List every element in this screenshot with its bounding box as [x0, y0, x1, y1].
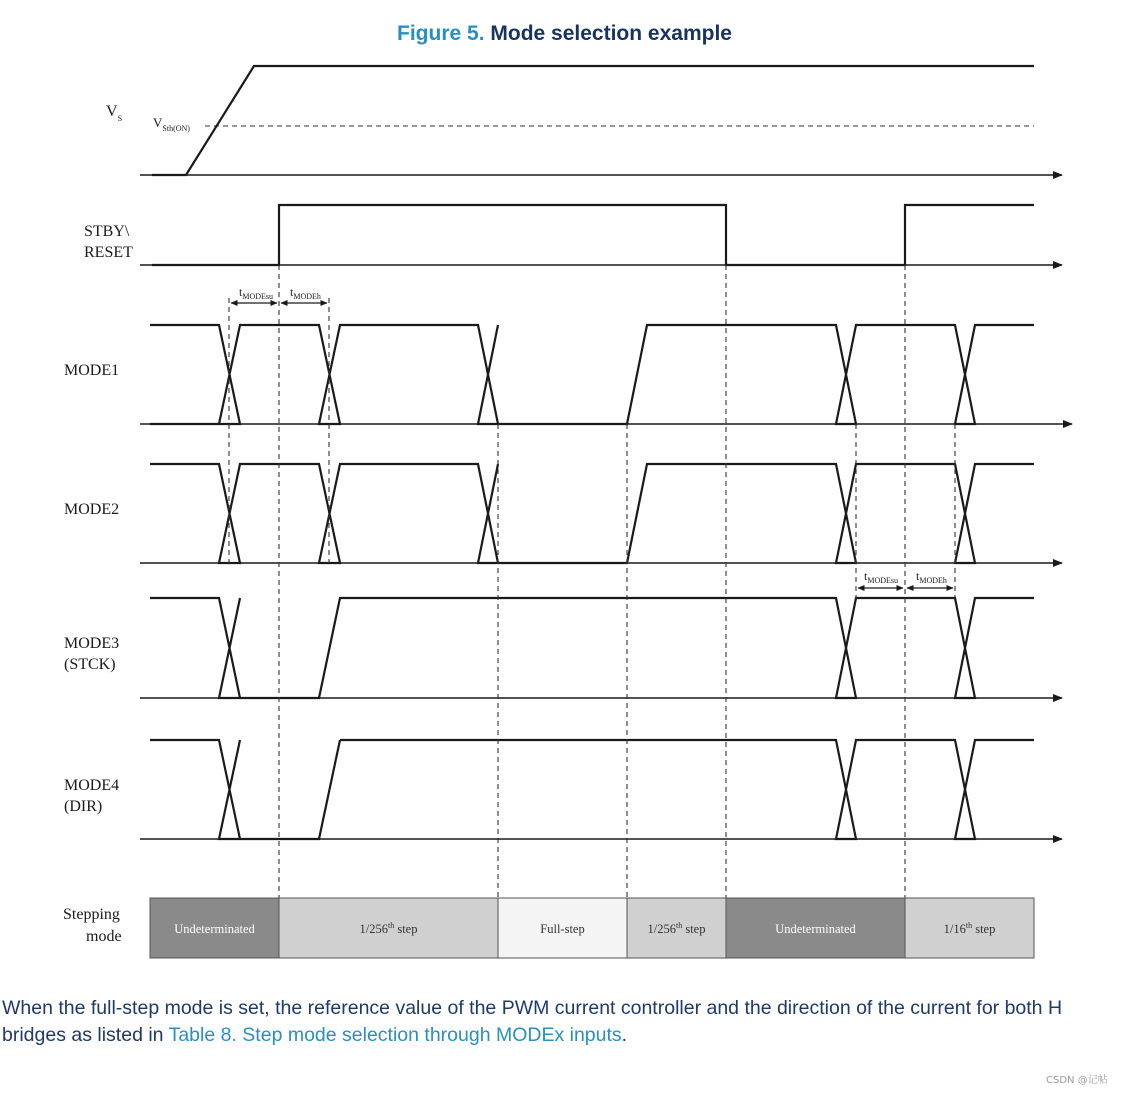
mode1-waveform	[150, 325, 1034, 424]
mode4-waveform	[150, 740, 1034, 839]
stepping-mode-bar	[150, 898, 1034, 958]
description-end: .	[621, 1024, 628, 1046]
vs-label: $V_S$	[106, 103, 123, 123]
mode3-label-line1: MODE3	[64, 635, 120, 652]
mode4-label-line1: MODE4	[64, 777, 120, 794]
table8-link[interactable]: Table 8. Step mode selection through MODEx inputs	[168, 1024, 622, 1046]
tmodeh-label-2: $t_{MODEh}$	[916, 569, 947, 585]
stepping-segment-label: Full-step	[540, 922, 585, 936]
vs-waveform	[152, 66, 1034, 175]
stepping-segment-label: Undeterminated	[174, 922, 255, 936]
mode3-waveform	[150, 598, 1034, 698]
vsth-label: $V_{Sth(ON)}$	[153, 115, 190, 133]
watermark: CSDN @记帖	[1046, 1075, 1108, 1086]
figure-number: Figure 5.	[397, 22, 485, 45]
stepping-label-line2: mode	[86, 928, 122, 945]
stby-waveform	[152, 205, 1034, 265]
tmodeh-label: $t_{MODEh}$	[290, 285, 321, 301]
mode2-label: MODE2	[64, 501, 120, 518]
description-text: When the full-step mode is set, the reference value of the PWM current controller and the direction of the current for both H bridges as listed in	[2, 997, 1063, 1046]
mode1-label: MODE1	[64, 362, 120, 379]
stby-label-line2: RESET	[84, 244, 133, 261]
mode3-label-line2: (STCK)	[64, 656, 116, 673]
description-paragraph	[2, 995, 1127, 1049]
stepping-segment-label: 1/256th step	[359, 921, 418, 936]
stepping-segment-label: 1/256th step	[647, 921, 706, 936]
mode4-label-line2: (DIR)	[64, 798, 103, 815]
stepping-label-line1: Stepping	[63, 906, 120, 923]
stepping-segment-label: 1/16th step	[943, 921, 996, 936]
tmodesu-label: $t_{MODEsu}$	[239, 285, 274, 301]
mode2-waveform	[150, 464, 1034, 563]
tmodesu-label-2: $t_{MODEsu}$	[864, 569, 899, 585]
figure-title	[0, 22, 1129, 46]
figure-title-text: Mode selection example	[490, 22, 732, 45]
stby-label-line1: STBY\	[84, 223, 130, 240]
stepping-segment-label: Undeterminated	[775, 922, 856, 936]
